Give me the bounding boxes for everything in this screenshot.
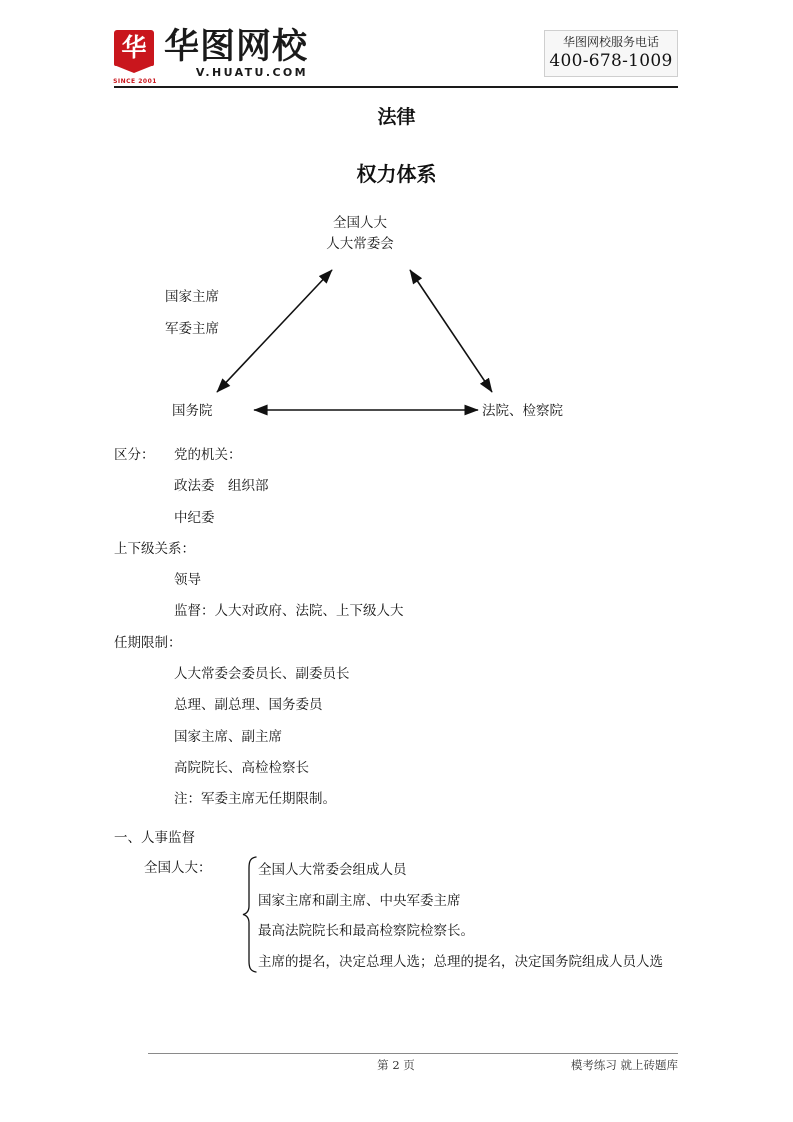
term-limit-item: 高院院长、高检检察长 (174, 759, 309, 776)
term-limit-item: 人大常委会委员长、副委员长 (174, 666, 350, 683)
hotline-label: 华图网校服务电话 (562, 35, 659, 49)
brace-item: 国家主席和副主席、中央军委主席 (258, 892, 461, 909)
diagram-side-label-line2: 军委主席 (165, 321, 219, 337)
hotline-number: 400-678-1009 (549, 51, 673, 71)
term-limit-item: 注：军委主席无任期限制。 (174, 791, 336, 808)
page-title: 法律 (377, 106, 416, 128)
brace-item: 全国人大常委会组成人员 (258, 862, 407, 878)
distinguish-value: 党的机关： (174, 447, 242, 463)
brace-item: 主席的提名，决定总理人选；总理的提名，决定国务院组成人员人选 (258, 953, 663, 970)
term-limit-heading: 任期限制： (114, 634, 182, 651)
diagram-node-state-council: 国务院 (172, 403, 213, 419)
hierarchy-item-1: 领导 (174, 572, 201, 589)
term-limit-item: 国家主席、副主席 (174, 728, 282, 745)
service-hotline-box (544, 30, 678, 77)
page-subtitle: 权力体系 (356, 162, 437, 186)
brand-name-en: V.HUATU.COM (195, 66, 309, 79)
page-header (114, 28, 678, 86)
brace-subject-label: 全国人大： (144, 860, 212, 876)
diagram-node-npc (300, 213, 420, 255)
curly-brace-icon (240, 855, 260, 975)
brace-item-list (258, 855, 663, 977)
body-content (114, 440, 694, 816)
party-organs-line-2: 中纪委 (174, 509, 215, 526)
header-divider (114, 86, 678, 88)
party-organs-line-1: 政法委 组织部 (174, 478, 269, 495)
since-label: SINCE 2001 (113, 78, 157, 85)
hierarchy-item-2: 监督：人大对政府、法院、上下级人大 (174, 603, 404, 620)
distinguish-row (114, 440, 694, 471)
diagram-side-label-line1: 国家主席 (165, 289, 219, 305)
brace-group (114, 855, 714, 977)
diagram-side-label (165, 281, 219, 345)
footer-slogan: 模考练习 就上砖题库 (570, 1058, 678, 1072)
section-personnel-supervision (114, 823, 714, 977)
diagram-node-courts: 法院、检察院 (482, 403, 563, 419)
footer-divider (148, 1053, 678, 1054)
page-footer (114, 1055, 678, 1079)
brand-wordmark (164, 28, 308, 80)
brand-name-cn: 华图网校 (164, 27, 309, 67)
term-limit-item: 总理、副总理、国务委员 (174, 697, 323, 714)
brand-logo (113, 27, 309, 85)
shield-glyph: 华 (121, 33, 147, 62)
section-heading: 一、人事监督 (114, 830, 195, 846)
diagram-node-npc-line2: 人大常委会 (326, 236, 394, 252)
page-number: 第 2 页 (377, 1058, 415, 1072)
hierarchy-heading: 上下级关系： (114, 540, 195, 557)
huatu-shield-icon (113, 30, 157, 85)
distinguish-label: 区分： (114, 447, 155, 463)
brace-item: 最高法院院长和最高检察院检察长。 (258, 923, 474, 939)
power-system-diagram (114, 205, 678, 433)
diagram-node-npc-line1: 全国人大 (333, 215, 387, 231)
